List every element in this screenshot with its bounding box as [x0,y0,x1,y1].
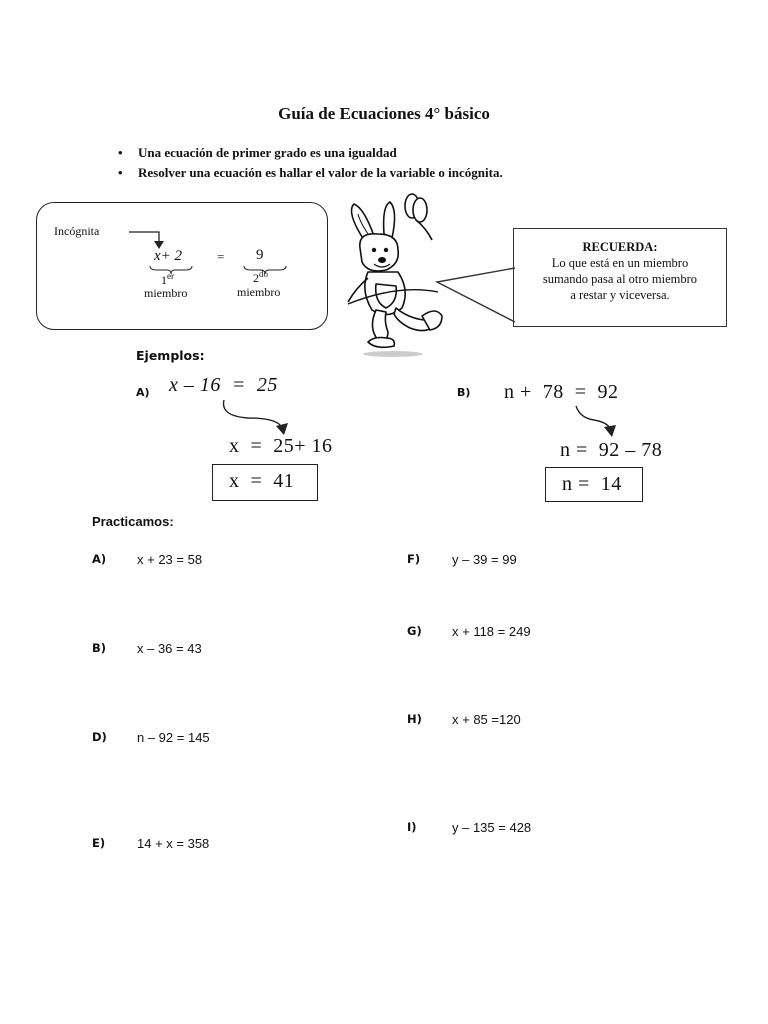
example-a-label: A) [136,386,150,399]
bullet-item [118,163,503,183]
exercise-equation: x + 85 =120 [452,712,521,727]
example-a-step: x = 25+ 16 [229,435,333,457]
example-b-result: n = 14 [562,473,622,495]
exercise-equation: n – 92 = 145 [137,730,210,745]
unknown-label: Incógnita [54,224,100,238]
example-b-equation: n + 78 = 92 [504,381,619,403]
example-a-arrow-icon [218,398,298,438]
example-b-label: B) [457,386,471,399]
example-b-arrow-icon [572,404,622,440]
recuerda-line: sumando pasa al otro miembro [542,272,698,286]
bullet-item [118,143,503,163]
exercise-equation: y – 135 = 428 [452,820,532,835]
bullet-text: Resolver una ecuación es hallar el valor de la variable o incógnita. [138,165,503,180]
first-member-ordinal: 1er [161,271,174,287]
recuerda-box [513,228,727,327]
example-a-result: x = 41 [229,470,295,492]
exercise-label: D) [92,730,107,744]
right-member-expression: 9 [256,247,264,263]
page-title: Guía de Ecuaciones 4° básico [278,104,490,123]
equation-parts-box [36,202,328,330]
example-a-equation: x – 16 = 25 [169,374,278,396]
equals-sign: = [217,249,225,264]
bullet-text: Una ecuación de primer grado es una igualdad [138,145,397,160]
exercise-label: E) [92,836,106,850]
exercise-label: B) [92,641,107,655]
speech-pointer-icon [435,266,517,326]
example-b-step: n = 92 – 78 [560,439,663,461]
second-member-word: miembro [237,285,281,299]
recuerda-line: a restar y viceversa. [570,288,670,302]
exercise-label: G) [407,624,422,638]
definition-bullets [118,143,503,183]
left-member-expression: x+ 2 [154,248,183,264]
example-b-result-box [545,467,643,502]
exercise-label: I) [407,820,417,834]
bullet-dot-icon: • [118,145,123,160]
first-member-word: miembro [144,286,188,300]
exercise-equation: y – 39 = 99 [452,552,517,567]
second-member-ordinal: $2^{do}$ [253,269,268,285]
practice-heading: Practicamos: [92,514,174,529]
exercise-equation: x + 23 = 58 [137,552,203,567]
exercise-equation: 14 + x = 358 [137,836,210,851]
recuerda-heading: RECUERDA: [582,240,658,254]
exercise-equation: x + 118 = 249 [452,624,531,639]
recuerda-line: Lo que está en un miembro [551,256,689,270]
examples-heading: Ejemplos: [136,348,205,363]
exercise-label: H) [407,712,422,726]
exercise-label: A) [92,552,107,566]
exercise-equation: x – 36 = 43 [137,641,202,656]
exercise-label: F) [407,552,421,566]
bullet-dot-icon: • [118,165,123,180]
example-a-result-box [212,464,318,501]
